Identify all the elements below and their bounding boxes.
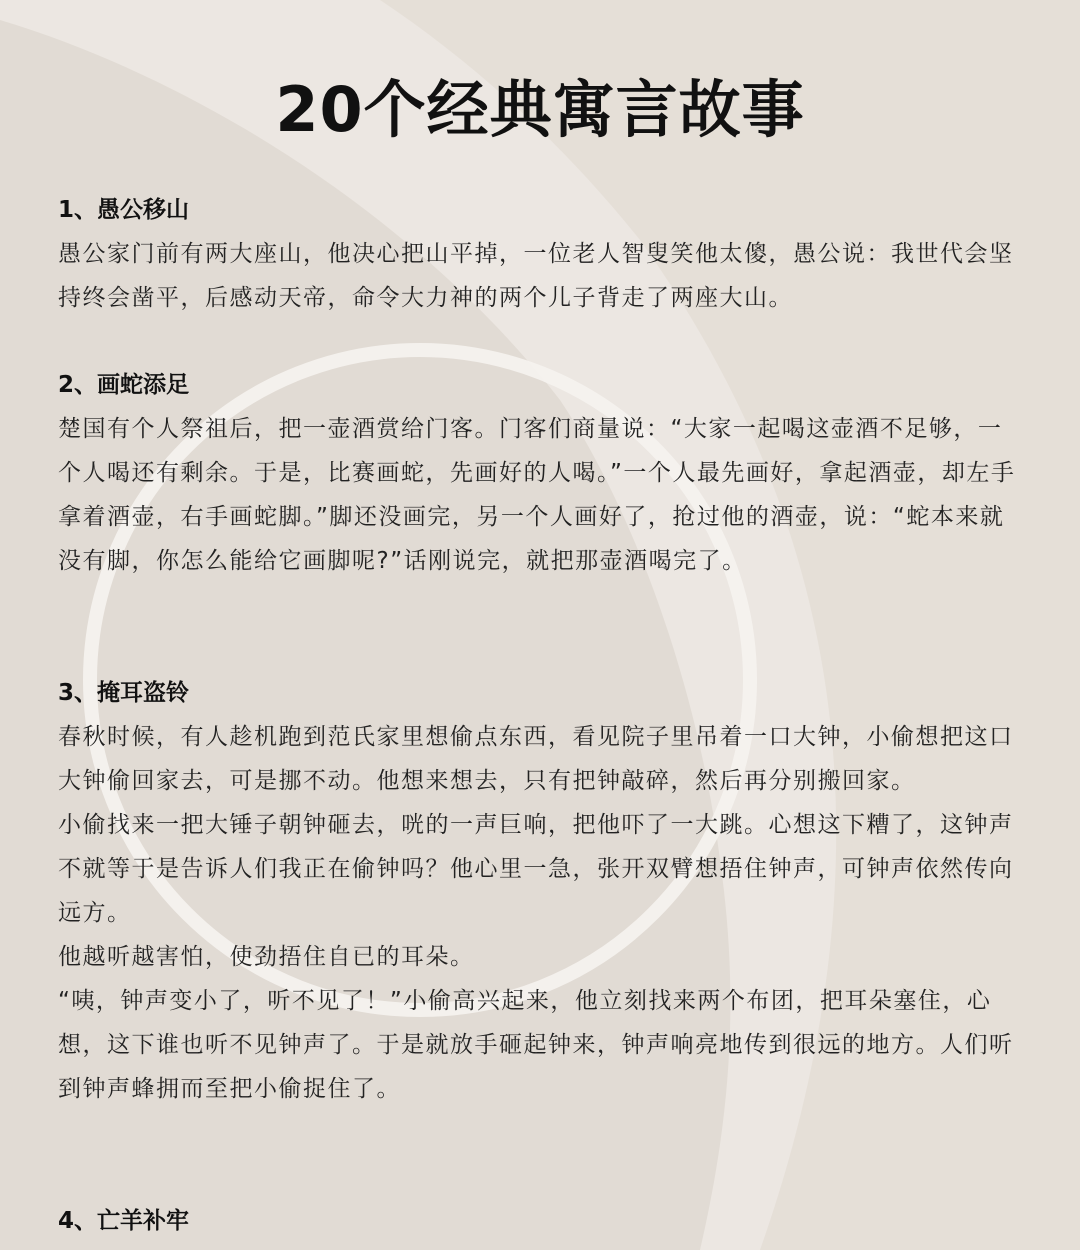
story-paragraph: 小偷找来一把大锤子朝钟砸去，咣的一声巨响，把他吓了一大跳。心想这下糟了，这钟声不就等于是告诉人们我正在偷钟吗？他心里一急，张开双臂想捂住钟声，可钟声依然传向远方。 bbox=[58, 812, 1014, 926]
story-paragraph: 愚公家门前有两大座山，他决心把山平掉，一位老人智叟笑他太傻，愚公说：我世代会坚持终会凿平，后感动天帝，命令大力神的两个儿子背走了两座大山。 bbox=[58, 241, 1014, 311]
story-heading: 4、亡羊补牢 bbox=[58, 1208, 190, 1234]
story-heading: 1、愚公移山 bbox=[58, 197, 190, 223]
story-3 bbox=[58, 671, 1018, 1111]
story-1 bbox=[58, 188, 1018, 320]
story-paragraph: 楚国有个人祭祖后，把一壶酒赏给门客。门客们商量说：“大家一起喝这壶酒不足够，一个人喝还有剩余。于是，比赛画蛇，先画好的人喝。”一个人最先画好，拿起酒壶，却左手拿着酒壶，右手画蛇脚。”脚还没画完，另一个人画好了，抢过他的酒壶，说：“蛇本来就没有脚，你怎么能给它画脚呢?”话刚说完，就把那壶酒喝完了。 bbox=[58, 416, 1016, 574]
story-heading: 3、掩耳盗铃 bbox=[58, 680, 190, 706]
story-paragraph: 春秋时候，有人趁机跑到范氏家里想偷点东西，看见院子里吊着一口大钟，小偷想把这口大钟偷回家去，可是挪不动。他想来想去，只有把钟敲碎，然后再分别搬回家。 bbox=[58, 724, 1014, 794]
story-paragraph: “咦，钟声变小了，听不见了！”小偷高兴起来，他立刻找来两个布团，把耳朵塞住，心想，这下谁也听不见钟声了。于是就放手砸起钟来，钟声响亮地传到很远的地方。人们听到钟声蜂拥而至把小偷捉住了。 bbox=[58, 988, 1014, 1102]
page-title: 20个经典寓言故事 bbox=[275, 73, 805, 146]
story-4 bbox=[58, 1199, 1018, 1243]
story-2 bbox=[58, 363, 1018, 583]
story-heading: 2、画蛇添足 bbox=[58, 372, 190, 398]
story-paragraph: 他越听越害怕，使劲捂住自已的耳朵。 bbox=[58, 944, 475, 970]
